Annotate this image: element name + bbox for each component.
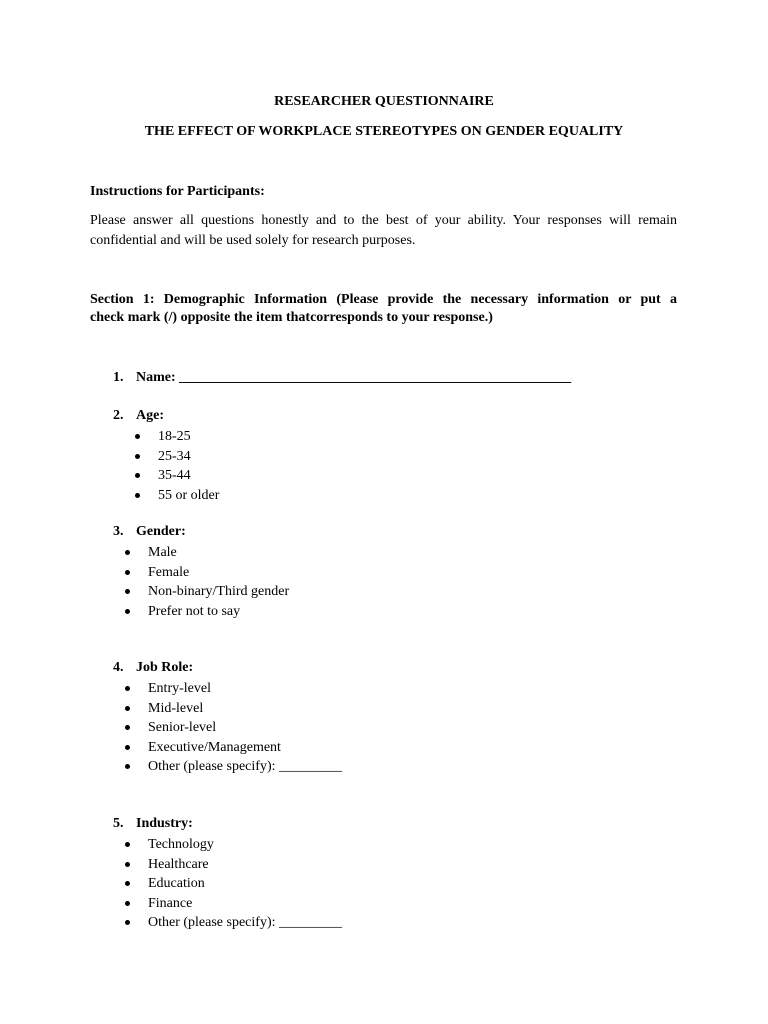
document-subtitle: THE EFFECT OF WORKPLACE STEREOTYPES ON GENDER EQUALITY	[144, 124, 624, 139]
list-item[interactable]: Finance	[124, 894, 342, 914]
bullet-icon	[125, 570, 130, 575]
question-number: 2.	[113, 408, 124, 423]
question-label-gender: Gender:	[136, 524, 186, 539]
list-item[interactable]: Education	[124, 874, 342, 894]
job-role-options-list	[124, 679, 342, 777]
list-item[interactable]: Prefer not to say	[124, 602, 289, 622]
list-item[interactable]: Mid-level	[124, 699, 342, 719]
bullet-icon	[125, 842, 130, 847]
list-item[interactable]: Male	[124, 543, 289, 563]
question-label-job-role: Job Role:	[136, 660, 194, 675]
list-item[interactable]: 35-44	[134, 466, 219, 486]
bullet-icon	[135, 473, 140, 478]
section1-heading-line2: check mark (/) opposite the item thatcorresponds to your response.)	[90, 310, 493, 325]
list-item[interactable]: Entry-level	[124, 679, 342, 699]
list-item[interactable]: 25-34	[134, 447, 219, 467]
bullet-icon	[125, 589, 130, 594]
industry-options-list	[124, 835, 342, 933]
bullet-icon	[125, 550, 130, 555]
question-number: 1.	[113, 370, 124, 385]
question-label-age: Age:	[136, 408, 164, 423]
bullet-icon	[125, 920, 130, 925]
list-item[interactable]: 18-25	[134, 427, 219, 447]
bullet-icon	[135, 434, 140, 439]
question-number: 5.	[113, 816, 124, 831]
document-title: RESEARCHER QUESTIONNAIRE	[274, 94, 494, 109]
list-item[interactable]: Healthcare	[124, 855, 342, 875]
list-item[interactable]: Executive/Management	[124, 738, 342, 758]
bullet-icon	[125, 609, 130, 614]
instructions-body: Please answer all questions honestly and to the best of your ability. Your responses will remain confidential and will be used solely for research purposes.	[90, 213, 677, 248]
bullet-icon	[125, 686, 130, 691]
list-item[interactable]: Other (please specify): _________	[124, 913, 342, 933]
bullet-icon	[125, 725, 130, 730]
list-item[interactable]: 55 or older	[134, 486, 219, 506]
list-item[interactable]: Non-binary/Third gender	[124, 582, 289, 602]
list-item[interactable]: Other (please specify): _________	[124, 757, 342, 777]
bullet-icon	[135, 493, 140, 498]
bullet-icon	[125, 881, 130, 886]
list-item[interactable]: Senior-level	[124, 718, 342, 738]
question-number: 3.	[113, 524, 124, 539]
bullet-icon	[125, 764, 130, 769]
bullet-icon	[135, 454, 140, 459]
question-number: 4.	[113, 660, 124, 675]
gender-options-list	[124, 543, 289, 621]
list-item[interactable]: Technology	[124, 835, 342, 855]
instructions-heading: Instructions for Participants:	[90, 184, 265, 199]
list-item[interactable]: Female	[124, 563, 289, 583]
age-options-list	[134, 427, 219, 505]
name-field[interactable]: Name: ________________________________________________________	[136, 370, 572, 385]
question-label-industry: Industry:	[136, 816, 193, 831]
section1-heading-line1: Section 1: Demographic Information (Please provide the necessary information or put a	[90, 292, 677, 307]
bullet-icon	[125, 745, 130, 750]
bullet-icon	[125, 901, 130, 906]
bullet-icon	[125, 862, 130, 867]
bullet-icon	[125, 706, 130, 711]
